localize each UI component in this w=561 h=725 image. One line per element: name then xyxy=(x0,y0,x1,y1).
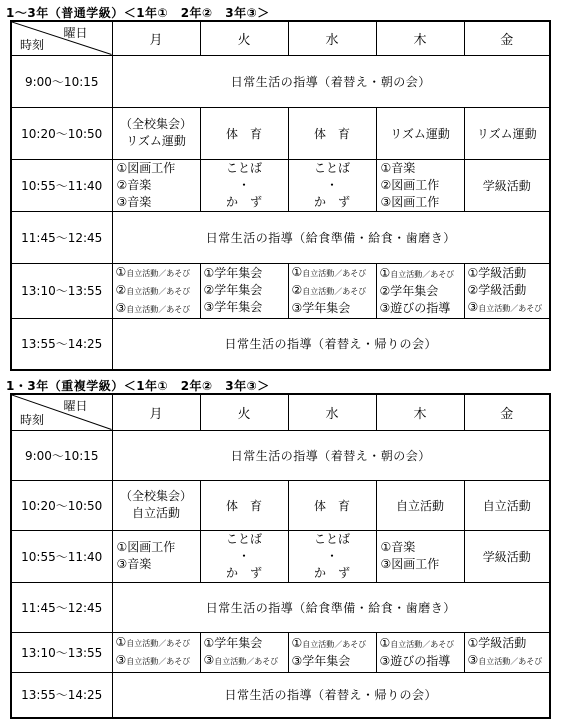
cell-line: ③自立活動／あそび xyxy=(203,652,279,667)
cell-thu: 自立活動 xyxy=(376,480,464,530)
cell-mon xyxy=(112,263,200,318)
cell-wed xyxy=(288,632,376,672)
time-cell: 13:10～13:55 xyxy=(11,632,112,672)
cell-line: ①音楽 xyxy=(380,540,416,554)
cell-line: ②学年集会 xyxy=(203,283,263,297)
cell-fri xyxy=(464,632,550,672)
cell-line: ①学級活動 xyxy=(467,635,527,650)
cell-line: ②学級活動 xyxy=(467,282,527,297)
cell-line: ②学年集会 xyxy=(379,283,439,298)
cell-line: 自立活動 xyxy=(131,506,180,520)
period-span-cell: 日常生活の指導（着替え・朝の会） xyxy=(112,430,550,480)
cell-tue: 体 育 xyxy=(200,107,288,159)
time-cell: 13:55～14:25 xyxy=(11,318,112,370)
cell-line: ③学年集会 xyxy=(291,653,351,668)
header-day-tue: 火 xyxy=(200,21,288,55)
time-cell: 11:45～12:45 xyxy=(11,582,112,632)
cell-tue: 体 育 xyxy=(200,480,288,530)
cell-line: ①自立活動／あそび xyxy=(115,264,191,279)
cell-tue xyxy=(200,530,288,582)
time-cell: 10:55～11:40 xyxy=(11,530,112,582)
header-day-mon: 月 xyxy=(112,394,200,430)
cell-wed xyxy=(288,159,376,211)
time-cell: 13:55～14:25 xyxy=(11,672,112,718)
cell-tue xyxy=(200,263,288,318)
cell-line: ③学年集会 xyxy=(203,300,263,314)
cell-line: ②自立活動／あそび xyxy=(115,282,191,297)
cell-line: か ず xyxy=(225,194,262,209)
cell-line: ことば xyxy=(225,531,262,546)
header-yobi: 曜日 xyxy=(63,26,88,40)
cell-line: ①学級活動 xyxy=(467,265,527,280)
cell-line: ①自立活動／あそび xyxy=(291,635,367,650)
cell-mon xyxy=(112,632,200,672)
timetable-multiple xyxy=(10,393,551,719)
cell-line: ①自立活動／あそび xyxy=(379,635,455,650)
header-corner xyxy=(11,21,112,55)
cell-line: ①図画工作 xyxy=(116,540,176,554)
time-cell: 11:45～12:45 xyxy=(11,211,112,263)
header-day-fri: 金 xyxy=(464,21,550,55)
cell-wed xyxy=(288,263,376,318)
header-day-mon: 月 xyxy=(112,21,200,55)
header-day-fri: 金 xyxy=(464,394,550,430)
header-jikoku: 時刻 xyxy=(20,37,45,52)
header-day-wed: 水 xyxy=(288,21,376,55)
cell-thu xyxy=(376,263,464,318)
period-span-cell: 日常生活の指導（給食準備・給食・歯磨き） xyxy=(112,582,550,632)
cell-tue xyxy=(200,632,288,672)
cell-wed xyxy=(288,530,376,582)
cell-line: ③自立活動／あそび xyxy=(467,299,543,314)
cell-line: （全校集会） xyxy=(119,117,192,131)
cell-line: か ず xyxy=(313,194,350,209)
cell-line: ③図画工作 xyxy=(380,557,440,571)
cell-line: ・ xyxy=(237,177,250,192)
cell-line: ことば xyxy=(313,160,350,175)
cell-line: ③自立活動／あそび xyxy=(115,300,191,315)
period-span-cell: 日常生活の指導（給食準備・給食・歯磨き） xyxy=(112,211,550,263)
cell-line: か ず xyxy=(313,565,350,580)
time-cell: 13:10～13:55 xyxy=(11,263,112,318)
cell-mon xyxy=(112,480,200,530)
cell-line: ①音楽 xyxy=(380,160,416,175)
header-yobi: 曜日 xyxy=(63,399,88,413)
cell-line: ③自立活動／あそび xyxy=(115,653,191,667)
cell-line: リズム運動 xyxy=(126,134,186,148)
cell-fri: 学級活動 xyxy=(464,159,550,211)
cell-line: ②自立活動／あそび xyxy=(291,283,367,297)
cell-tue xyxy=(200,159,288,211)
cell-line: ②音楽 xyxy=(116,177,152,192)
time-cell: 10:20～10:50 xyxy=(11,107,112,159)
cell-line: ②図画工作 xyxy=(380,177,440,192)
header-jikoku: 時刻 xyxy=(20,412,45,427)
cell-wed: 体 育 xyxy=(288,107,376,159)
cell-fri: 学級活動 xyxy=(464,530,550,582)
cell-line: ことば xyxy=(225,160,262,175)
cell-line: か ず xyxy=(225,565,262,580)
period-span-cell: 日常生活の指導（着替え・朝の会） xyxy=(112,55,550,107)
period-span-cell: 日常生活の指導（着替え・帰りの会） xyxy=(112,318,550,370)
cell-line: ③遊びの指導 xyxy=(379,653,451,668)
header-corner xyxy=(11,394,112,430)
cell-line: ①学年集会 xyxy=(203,266,263,280)
cell-line: ①自立活動／あそび xyxy=(291,265,367,279)
cell-fri: 自立活動 xyxy=(464,480,550,530)
header-day-tue: 火 xyxy=(200,394,288,430)
cell-fri: リズム運動 xyxy=(464,107,550,159)
cell-line: ①自立活動／あそび xyxy=(379,265,455,280)
time-cell: 10:20～10:50 xyxy=(11,480,112,530)
section1-heading: 1～3年（普通学級）＜1年① 2年② 3年③＞ xyxy=(6,6,270,20)
cell-line: ①学年集会 xyxy=(203,635,263,650)
cell-line: ③音楽 xyxy=(116,194,152,209)
cell-thu xyxy=(376,632,464,672)
cell-fri xyxy=(464,263,550,318)
cell-line: ・ xyxy=(325,177,338,192)
cell-line: ①自立活動／あそび xyxy=(115,635,191,649)
timetable-regular xyxy=(10,20,551,371)
cell-line: ③自立活動／あそび xyxy=(467,652,543,667)
cell-line: ③遊びの指導 xyxy=(379,300,451,315)
cell-mon xyxy=(112,159,200,211)
period-span-cell: 日常生活の指導（着替え・帰りの会） xyxy=(112,672,550,718)
cell-line: （全校集会） xyxy=(119,489,192,503)
cell-line: ③音楽 xyxy=(116,557,152,571)
cell-line: ・ xyxy=(325,548,338,563)
cell-thu xyxy=(376,159,464,211)
cell-mon xyxy=(112,107,200,159)
cell-mon xyxy=(112,530,200,582)
section2-heading: 1・3年（重複学級）＜1年① 2年② 3年③＞ xyxy=(6,379,270,393)
header-day-wed: 水 xyxy=(288,394,376,430)
time-cell: 9:00～10:15 xyxy=(11,430,112,480)
header-day-thu: 木 xyxy=(376,394,464,430)
cell-line: ことば xyxy=(313,531,350,546)
cell-line: ①図画工作 xyxy=(116,160,176,175)
cell-line: ③図画工作 xyxy=(380,194,440,209)
time-cell: 9:00～10:15 xyxy=(11,55,112,107)
cell-thu xyxy=(376,530,464,582)
cell-thu: リズム運動 xyxy=(376,107,464,159)
time-cell: 10:55～11:40 xyxy=(11,159,112,211)
header-day-thu: 木 xyxy=(376,21,464,55)
cell-line: ・ xyxy=(237,548,250,563)
cell-line: ③学年集会 xyxy=(291,301,351,315)
cell-wed: 体 育 xyxy=(288,480,376,530)
